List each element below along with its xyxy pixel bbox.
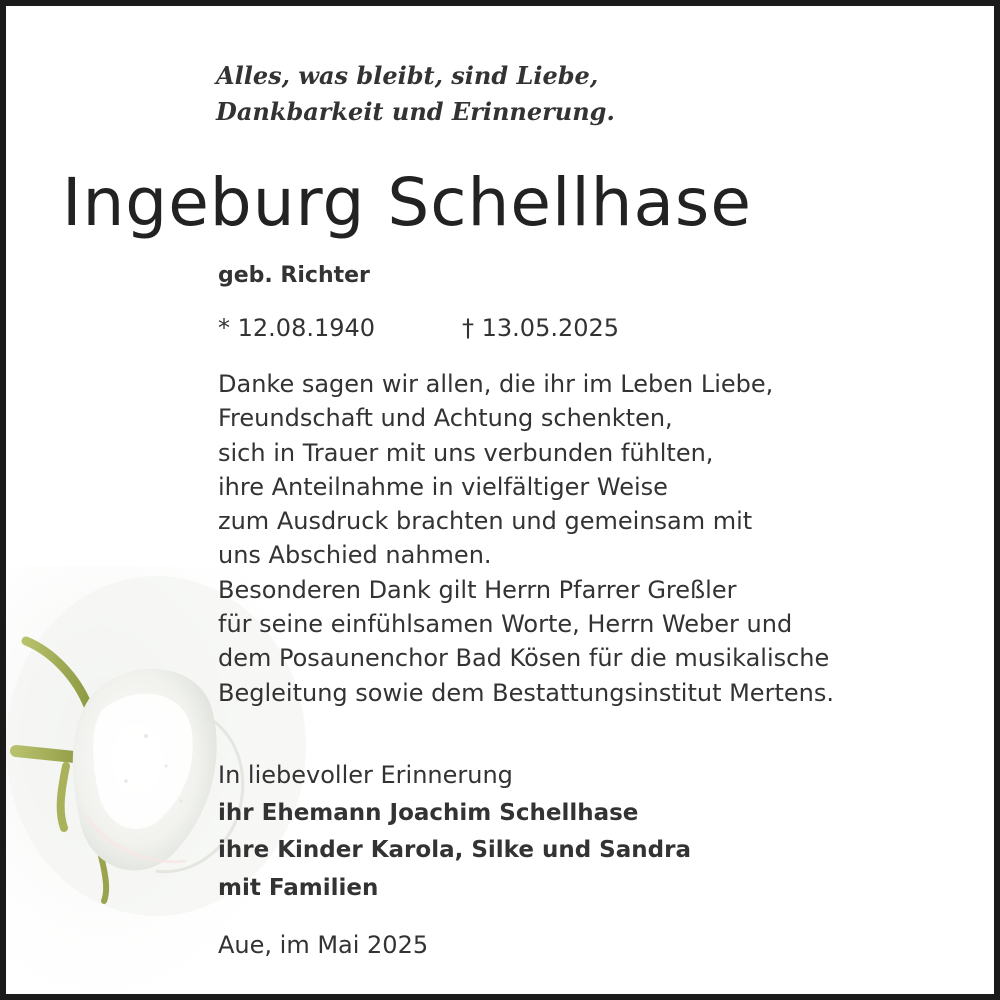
closing-intro: In liebevoller Erinnerung [218, 761, 513, 789]
mourner-line: mit Familien [218, 874, 379, 901]
motto-line: Dankbarkeit und Erinnerung. [216, 97, 615, 126]
text-line: Begleitung sowie dem Bestattungsinstitut Mertens. [218, 678, 834, 707]
life-dates [218, 310, 620, 346]
thanks-text [218, 367, 834, 710]
text-line: für seine einfühlsamen Worte, Herrn Weber und [218, 610, 793, 639]
text-line: ihre Anteilnahme in vielfältiger Weise [218, 472, 668, 501]
death-date: † 13.05.2025 [462, 314, 620, 342]
motto-line: Alles, was bleibt, sind Liebe, [216, 61, 599, 90]
text-line: Danke sagen wir allen, die ihr im Leben Liebe, [218, 370, 774, 398]
text-line: zum Ausdruck brachten und gemeinsam mit [218, 507, 753, 536]
birth-date: * 12.08.1940 [218, 314, 376, 342]
motto [216, 58, 615, 130]
mourner-line: ihre Kinder Karola, Silke und Sandra [218, 837, 691, 864]
text-line: Besonderen Dank gilt Herrn Pfarrer Greßler [218, 575, 737, 604]
mourner-line: ihr Ehemann Joachim Schellhase [218, 799, 639, 826]
place-date: Aue, im Mai 2025 [218, 931, 429, 959]
text-line: Freundschaft und Achtung schenkten, [218, 404, 673, 433]
closing-block [218, 757, 691, 907]
text-line: sich in Trauer mit uns verbunden fühlten, [218, 438, 714, 467]
deceased-name: Ingeburg Schellhase [62, 164, 752, 241]
text-line: dem Posaunenchor Bad Kösen für die musikalische [218, 644, 830, 673]
text-line: uns Abschied nahmen. [218, 541, 492, 570]
birth-name: geb. Richter [218, 263, 370, 288]
